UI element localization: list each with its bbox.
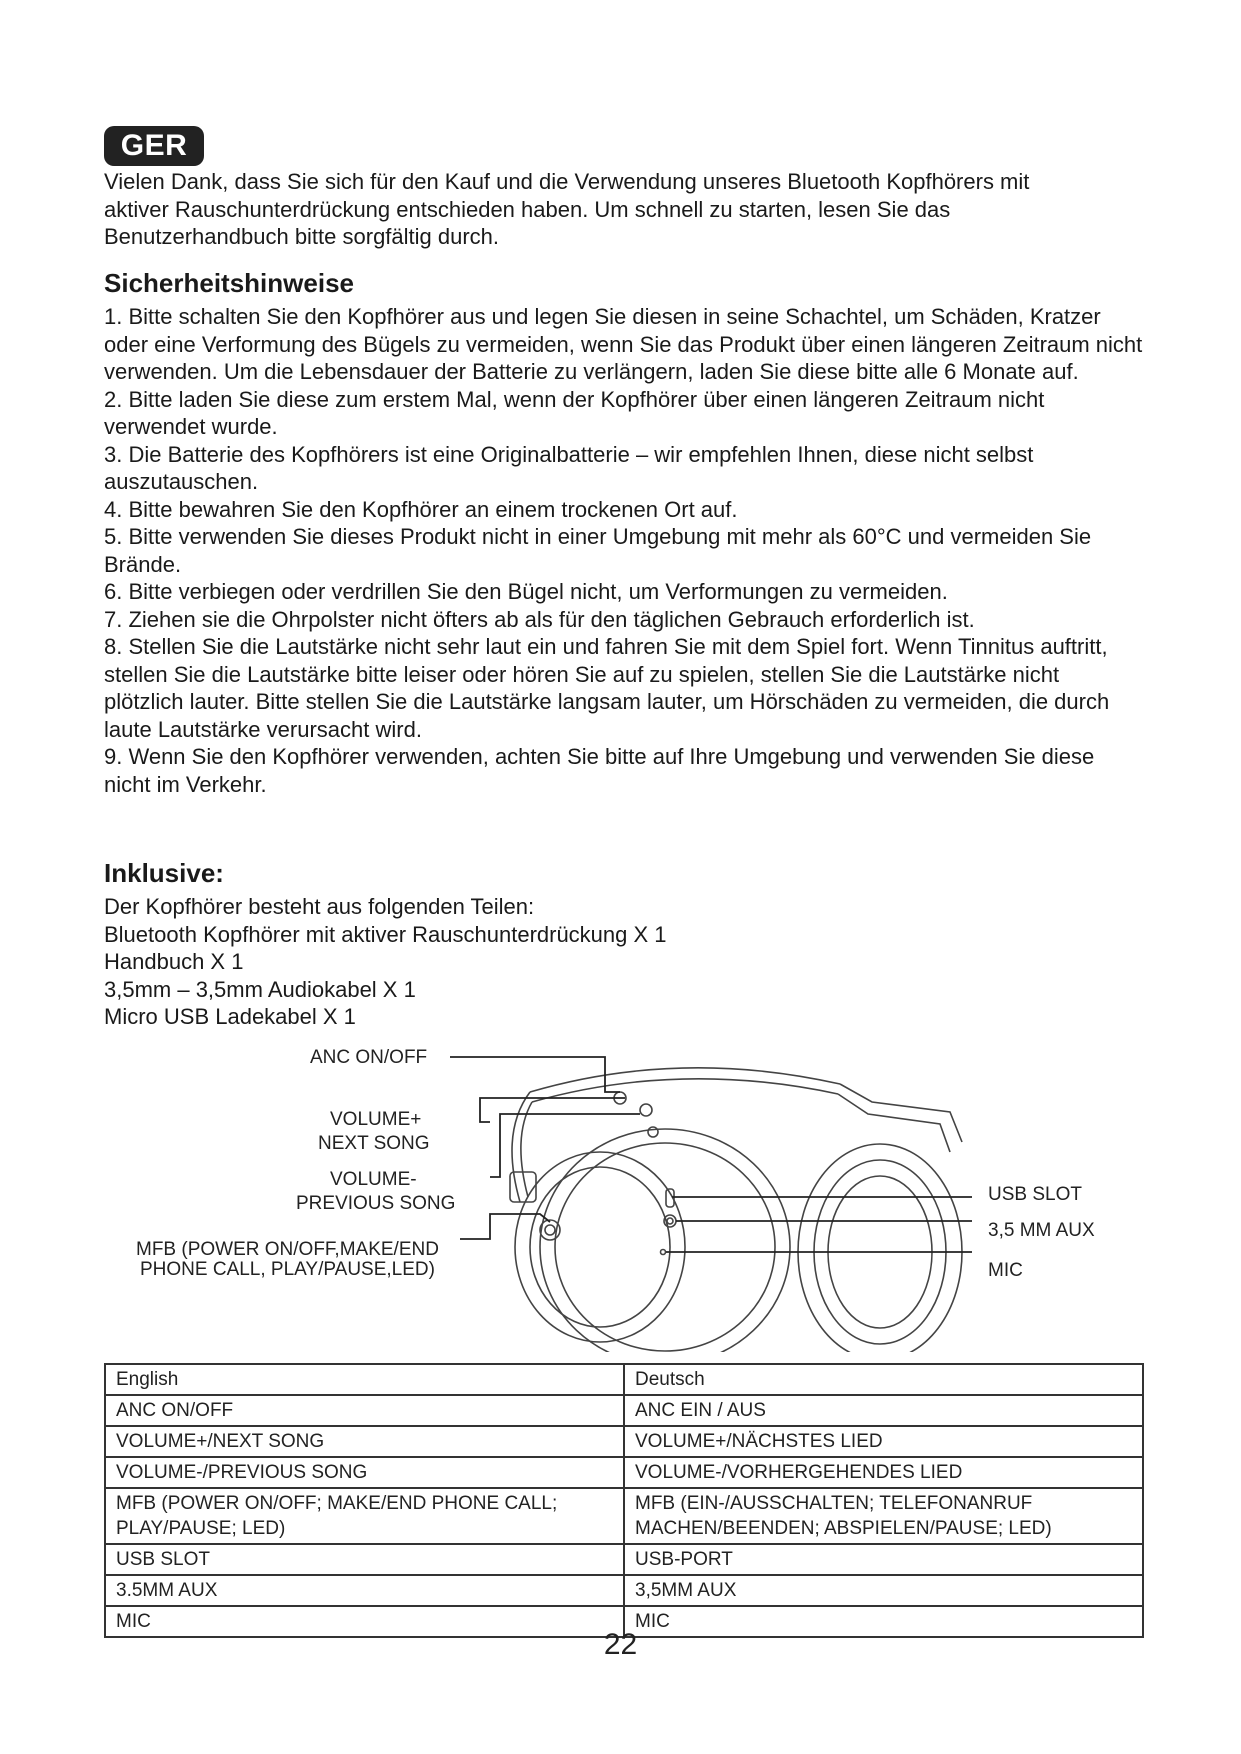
table-cell-english: MIC — [105, 1606, 624, 1637]
table-cell-english: MFB (POWER ON/OFF; MAKE/END PHONE CALL; PLAY/PAUSE; LED) — [105, 1488, 624, 1544]
table-cell-english: 3.5MM AUX — [105, 1575, 624, 1606]
safety-item: 8. Stellen Sie die Lautstärke nicht sehr laut ein und fahren Sie mit dem Spiel fort. Wenn Tinnitus auftritt, stellen Sie die Lautstärke bitte leiser oder hören Sie auf zu spielen, stellen Sie die Lautstärke nicht plötzlich lauter. Bitte stellen Sie die Lautstärke langsam lauter, um Hörschäden zu vermeiden, die durch laute Lautstärke verursacht wird. — [104, 634, 1110, 742]
label-anc: ANC ON/OFF — [310, 1047, 428, 1068]
included-list — [104, 893, 1144, 1031]
table-cell-english: VOLUME+/NEXT SONG — [105, 1426, 624, 1457]
table-cell-english: ANC ON/OFF — [105, 1395, 624, 1426]
table-row — [105, 1395, 1143, 1426]
table-row — [105, 1364, 1143, 1395]
safety-item: 1. Bitte schalten Sie den Kopfhörer aus und legen Sie diesen in seine Schachtel, um Schäden, Kratzer oder eine Verformung des Bügels zu vermeiden, wenn Sie das Produkt über einen längeren Zeitraum nicht verwenden. Um die Lebensdauer der Batterie zu verlängern, laden Sie diese bitte alle 6 Monate auf. — [104, 304, 1143, 384]
intro-paragraph — [104, 168, 1144, 251]
safety-item: 7. Ziehen sie die Ohrpolster nicht öfters ab als für den täglichen Gebrauch erforderlich ist. — [104, 606, 975, 632]
translation-table — [104, 1363, 1144, 1638]
label-next-song: NEXT SONG — [318, 1133, 430, 1154]
label-usb-slot: USB SLOT — [988, 1184, 1082, 1205]
included-line: Handbuch X 1 — [104, 949, 244, 974]
table-row — [105, 1544, 1143, 1575]
table-cell-deutsch: MIC — [624, 1606, 1143, 1637]
included-line: Der Kopfhörer besteht aus folgenden Teilen: — [104, 894, 535, 919]
safety-heading: Sicherheitshinweise — [104, 268, 354, 298]
label-aux: 3,5 MM AUX — [988, 1220, 1095, 1241]
safety-item: 9. Wenn Sie den Kopfhörer verwenden, achten Sie bitte auf Ihre Umgebung und verwenden Sie diese nicht im Verkehr. — [104, 744, 1095, 797]
intro-line: aktiver Rauschunterdrückung entschieden haben. Um schnell zu starten, lesen Sie das — [104, 196, 951, 222]
intro-line: Vielen Dank, dass Sie sich für den Kauf und die Verwendung unseres Bluetooth Kopfhörers mit — [104, 169, 1030, 194]
label-volume-down: VOLUME- — [330, 1169, 417, 1190]
label-mfb: MFB (POWER ON/OFF,MAKE/END — [136, 1239, 439, 1260]
table-cell-english: English — [105, 1364, 624, 1395]
table-cell-deutsch: Deutsch — [624, 1364, 1143, 1395]
table-cell-deutsch: VOLUME+/NÄCHSTES LIED — [624, 1426, 1143, 1457]
table-row — [105, 1457, 1143, 1488]
safety-item: 5. Bitte verwenden Sie dieses Produkt nicht in einer Umgebung mit mehr als 60°C und vermeiden Sie Brände. — [104, 524, 1092, 577]
table-cell-deutsch: MFB (EIN-/AUSSCHALTEN; TELEFONANRUF MACHEN/BEENDEN; ABSPIELEN/PAUSE; LED) — [624, 1488, 1143, 1544]
safety-list — [104, 303, 1144, 798]
label-mic: MIC — [988, 1260, 1023, 1281]
table-row — [105, 1575, 1143, 1606]
headphone-illustration-icon — [120, 1052, 1120, 1352]
table-cell-deutsch: ANC EIN / AUS — [624, 1395, 1143, 1426]
included-heading: Inklusive: — [104, 858, 224, 888]
safety-item: 2. Bitte laden Sie diese zum erstem Mal, wenn der Kopfhörer über einen längeren Zeitraum nicht verwendet wurde. — [104, 386, 1045, 439]
table-row — [105, 1488, 1143, 1544]
table-cell-deutsch: VOLUME-/VORHERGEHENDES LIED — [624, 1457, 1143, 1488]
safety-item: 4. Bitte bewahren Sie den Kopfhörer an einem trockenen Ort auf. — [104, 496, 738, 522]
table-row — [105, 1426, 1143, 1457]
table-cell-deutsch: 3,5MM AUX — [624, 1575, 1143, 1606]
table-cell-english: USB SLOT — [105, 1544, 624, 1575]
included-line: Micro USB Ladekabel X 1 — [104, 1004, 356, 1029]
safety-item: 3. Die Batterie des Kopfhörers ist eine Originalbatterie – wir empfehlen Ihnen, diese nicht selbst auszutauschen. — [104, 441, 1034, 494]
page-number: 22 — [603, 1628, 638, 1661]
label-mfb-2: PHONE CALL, PLAY/PAUSE,LED) — [140, 1259, 435, 1280]
language-badge: GER — [104, 126, 204, 166]
intro-line: Benutzerhandbuch bitte sorgfältig durch. — [104, 224, 500, 249]
safety-item: 6. Bitte verbiegen oder verdrillen Sie den Bügel nicht, um Verformungen zu vermeiden. — [104, 579, 948, 604]
label-volume-up: VOLUME+ — [330, 1109, 422, 1130]
headphone-diagram — [120, 1047, 1120, 1357]
label-previous-song: PREVIOUS SONG — [296, 1193, 456, 1214]
table-cell-english: VOLUME-/PREVIOUS SONG — [105, 1457, 624, 1488]
included-line: Bluetooth Kopfhörer mit aktiver Rauschunterdrückung X 1 — [104, 921, 667, 947]
included-line: 3,5mm – 3,5mm Audiokabel X 1 — [104, 976, 416, 1002]
table-cell-deutsch: USB-PORT — [624, 1544, 1143, 1575]
